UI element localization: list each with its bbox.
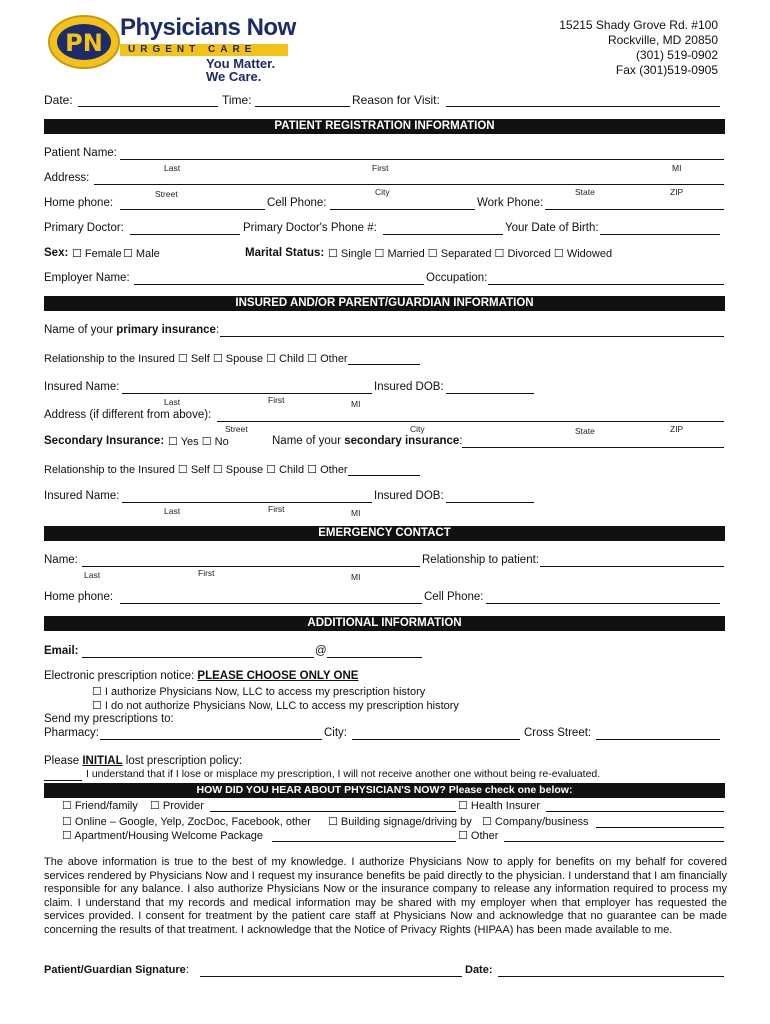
hear-health-insurer-field[interactable] <box>546 811 724 812</box>
patient-name-field[interactable] <box>120 159 724 160</box>
signature-date-label: Date: <box>465 964 493 976</box>
erx-not-authorize-checkbox[interactable]: ☐ I do not authorize Physicians Now, LLC to access my prescription history <box>92 700 459 712</box>
relationship-options-2[interactable]: Relationship to the Insured ☐ Self ☐ Spouse ☐ Child ☐ Other <box>44 464 348 476</box>
cell-phone-label: Cell Phone: <box>267 197 327 209</box>
patient-name-label: Patient Name: <box>44 147 117 159</box>
sex-female-checkbox[interactable]: ☐ Female <box>72 248 122 260</box>
sub-last: Last <box>164 163 181 173</box>
email-user-field[interactable] <box>82 657 314 658</box>
pharmacy-city-field[interactable] <box>352 739 520 740</box>
sex-male-checkbox[interactable]: ☐ Male <box>123 248 160 260</box>
sex-label: Sex: <box>44 247 69 259</box>
sub-zip: ZIP <box>670 187 684 197</box>
relationship-options-1[interactable]: Relationship to the Insured ☐ Self ☐ Spouse ☐ Child ☐ Other <box>44 353 348 365</box>
logo-tagline-1: You Matter. <box>206 56 276 71</box>
insured-section-header: INSURED AND/OR PARENT/GUARDIAN INFORMATION <box>44 296 725 311</box>
secondary-name-field[interactable] <box>462 447 724 448</box>
sub-city: City <box>375 187 390 197</box>
emergency-name-label: Name: <box>44 554 78 566</box>
relationship-other-field-1[interactable] <box>348 364 420 365</box>
hear-apartment-field[interactable] <box>272 841 456 842</box>
logo-urgent-care: URGENT CARE <box>128 44 257 55</box>
birth-label: Your Date of Birth: <box>505 222 599 234</box>
hear-building-checkbox[interactable]: ☐ Building signage/driving by <box>328 816 472 828</box>
signature-date-field[interactable] <box>498 976 724 977</box>
lost-policy-text: I understand that if I lose or misplace my prescription, I will not receive another one without being re-evaluated. <box>86 768 601 780</box>
sub-mi: MI <box>672 163 682 173</box>
hear-company-checkbox[interactable]: ☐ Company/business <box>482 816 589 828</box>
insured-name-label-2: Insured Name: <box>44 490 120 502</box>
initial-policy-label: Please INITIAL lost prescription policy: <box>44 755 243 767</box>
hear-health-insurer-checkbox[interactable]: ☐ Health Insurer <box>458 800 541 812</box>
signature-label: Patient/Guardian Signature: <box>44 964 189 976</box>
sub-last: Last <box>164 397 181 407</box>
initial-field[interactable] <box>44 780 82 781</box>
time-label: Time: <box>222 93 252 107</box>
cross-street-field[interactable] <box>596 739 720 740</box>
primary-doctor-label: Primary Doctor: <box>44 222 124 234</box>
clinic-address-line-2: Rockville, MD 20850 <box>607 33 718 47</box>
sub-last: Last <box>164 506 181 516</box>
emergency-name-field[interactable] <box>82 566 420 567</box>
emergency-home-phone-field[interactable] <box>120 603 422 604</box>
consent-paragraph: The above information is true to the best of my knowledge. I authorize Physicians Now to apply for benefits on my behalf for covered services rendered by Physicians Now and I request my insurance benefits be paid directly to the physician. I understand that I am financially responsible for any balance. I also authorize Physicians Now or the insurance company to release any information required to process my claim. I understand that my records and medical information may be shared with my employer when that employer has requested the services provided. I consent for treatment by the patient care staff at Physicians Now and acknowledge that no guarantee can be made concerning the results of that treatment. I acknowledge that the Notice of Privacy Rights (HIPAA) has been made available to me. <box>44 856 727 936</box>
marital-label: Marital Status: <box>245 247 325 259</box>
hear-apartment-checkbox[interactable]: ☐ Apartment/Housing Welcome Package <box>62 830 264 842</box>
birth-field[interactable] <box>600 234 720 235</box>
sub-zip: ZIP <box>670 424 684 434</box>
cross-street-label: Cross Street: <box>524 727 592 739</box>
sub-first: First <box>268 395 285 405</box>
address-different-field[interactable] <box>217 421 724 422</box>
hear-other-field[interactable] <box>504 841 724 842</box>
erx-authorize-checkbox[interactable]: ☐ I authorize Physicians Now, LLC to access my prescription history <box>92 686 426 698</box>
employer-field[interactable] <box>134 284 424 285</box>
work-phone-label: Work Phone: <box>477 197 544 209</box>
primary-insurance-label: Name of your primary insurance: <box>44 324 220 336</box>
sub-mi: MI <box>351 572 361 582</box>
send-prescriptions-label: Send my prescriptions to: <box>44 713 174 725</box>
sub-first: First <box>198 568 215 578</box>
hear-section-header: HOW DID YOU HEAR ABOUT PHYSICIAN'S NOW? Please check one below: <box>44 783 725 798</box>
email-at-sign: @ <box>315 645 327 657</box>
hear-provider-field[interactable] <box>210 811 456 812</box>
secondary-name-label: Name of your secondary insurance: <box>272 435 463 447</box>
insured-dob-label-1: Insured DOB: <box>374 381 444 393</box>
cell-phone-field[interactable] <box>330 209 475 210</box>
hear-online-checkbox[interactable]: ☐ Online – Google, Yelp, ZocDoc, Facebook, other <box>62 816 311 828</box>
insured-dob-label-2: Insured DOB: <box>374 490 444 502</box>
erx-notice: Electronic prescription notice: PLEASE CHOOSE ONLY ONE <box>44 670 359 682</box>
home-phone-label: Home phone: <box>44 197 114 209</box>
occupation-label: Occupation: <box>426 272 488 284</box>
hear-provider-checkbox[interactable]: ☐ Provider <box>150 800 204 812</box>
emergency-cell-phone-field[interactable] <box>486 603 720 604</box>
relationship-other-field-2[interactable] <box>348 475 420 476</box>
sub-mi: MI <box>351 399 361 409</box>
hear-other-checkbox[interactable]: ☐ Other <box>458 830 499 842</box>
sub-first: First <box>268 504 285 514</box>
doctor-phone-field[interactable] <box>383 234 503 235</box>
date-field[interactable] <box>78 106 218 107</box>
date-label: Date: <box>44 93 73 107</box>
home-phone-field[interactable] <box>120 209 265 210</box>
patient-section-header: PATIENT REGISTRATION INFORMATION <box>44 119 725 134</box>
insured-name-field-2[interactable] <box>122 502 372 503</box>
emergency-section-header: EMERGENCY CONTACT <box>44 526 725 541</box>
sub-street: Street <box>155 189 178 199</box>
reason-label: Reason for Visit: <box>352 93 440 107</box>
employer-label: Employer Name: <box>44 272 130 284</box>
insured-name-label-1: Insured Name: <box>44 381 120 393</box>
address-field[interactable] <box>94 184 724 185</box>
logo <box>48 12 298 84</box>
insured-dob-field-1[interactable] <box>446 393 534 394</box>
insured-dob-field-2[interactable] <box>446 502 534 503</box>
emergency-cell-phone-label: Cell Phone: <box>424 591 484 603</box>
signature-field[interactable] <box>200 976 462 977</box>
primary-insurance-field[interactable] <box>220 336 724 337</box>
logo-tagline-2: We Care. <box>206 69 262 84</box>
additional-section-header: ADDITIONAL INFORMATION <box>44 616 725 631</box>
pharmacy-city-label: City: <box>324 727 347 739</box>
sub-first: First <box>372 163 389 173</box>
hear-friend-checkbox[interactable]: ☐ Friend/family <box>62 800 138 812</box>
occupation-field[interactable] <box>488 284 724 285</box>
sub-state: State <box>575 187 595 197</box>
svg-text:PN: PN <box>65 29 103 57</box>
marital-options[interactable]: ☐ Single ☐ Married ☐ Separated ☐ Divorced ☐ Widowed <box>328 248 613 260</box>
doctor-phone-label: Primary Doctor's Phone #: <box>243 222 377 234</box>
clinic-address-line-1: 15215 Shady Grove Rd. #100 <box>559 18 718 32</box>
reason-field[interactable] <box>446 106 720 107</box>
emergency-relationship-label: Relationship to patient: <box>422 554 539 566</box>
sub-street: Street <box>225 424 248 434</box>
address-label: Address: <box>44 172 90 184</box>
hear-company-field[interactable] <box>596 827 724 828</box>
pharmacy-field[interactable] <box>100 739 322 740</box>
clinic-fax: Fax (301)519-0905 <box>615 63 718 77</box>
logo-name: Physicians Now <box>120 14 296 41</box>
sub-mi: MI <box>351 508 361 518</box>
primary-doctor-field[interactable] <box>130 234 240 235</box>
logo-emblem-icon <box>48 14 122 70</box>
work-phone-field[interactable] <box>545 209 724 210</box>
sub-state: State <box>575 426 595 436</box>
emergency-home-phone-label: Home phone: <box>44 591 114 603</box>
address-different-label: Address (if different from above): <box>44 409 212 421</box>
sub-last: Last <box>84 570 101 580</box>
pharmacy-label: Pharmacy: <box>44 727 99 739</box>
email-label: Email: <box>44 645 79 657</box>
sub-city: City <box>410 424 425 434</box>
emergency-relationship-field[interactable] <box>540 566 724 567</box>
insured-name-field-1[interactable] <box>122 393 372 394</box>
clinic-phone: (301) 519-0902 <box>635 48 718 62</box>
email-domain-field[interactable] <box>327 657 422 658</box>
secondary-insurance-label: Secondary Insurance: <box>44 435 165 447</box>
secondary-yes-no-checkbox[interactable]: ☐ Yes ☐ No <box>168 436 229 448</box>
time-field[interactable] <box>255 106 350 107</box>
